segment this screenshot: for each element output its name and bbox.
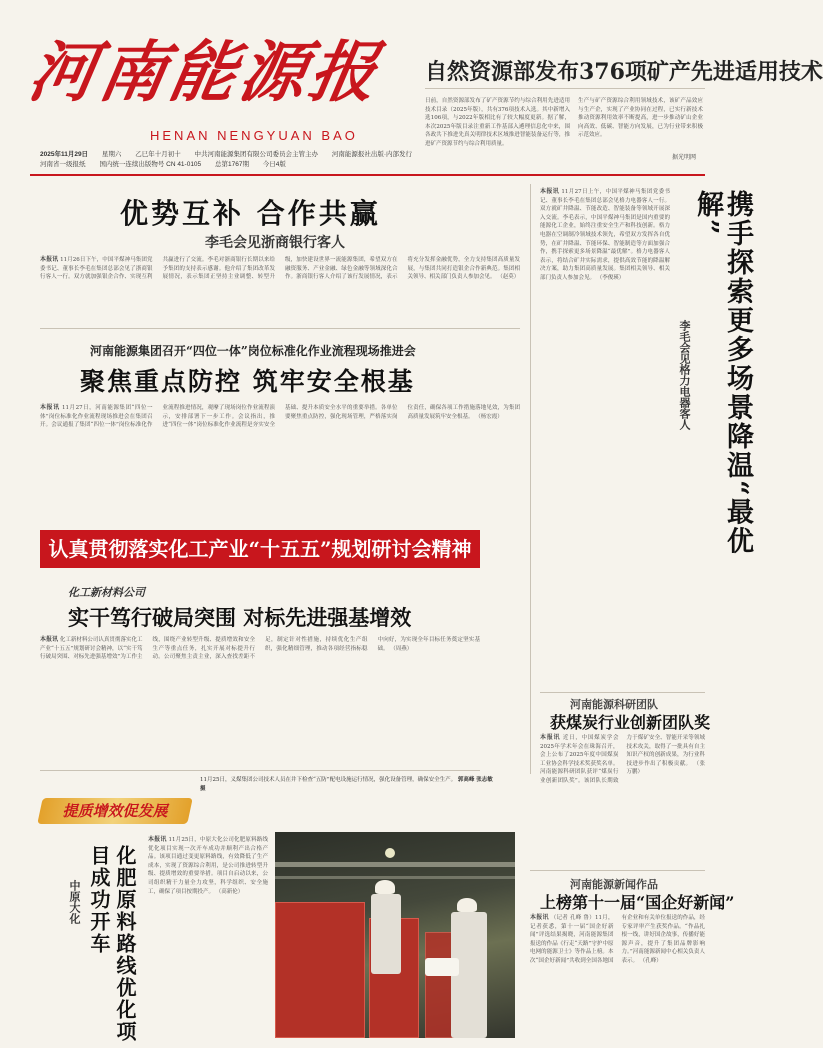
divider	[425, 88, 705, 89]
top-story-headline[interactable]: 自然资源部发布376项矿产先进适用技术	[425, 59, 823, 85]
story2-kicker: 河南能源集团召开“四位一体”岗位标准化作业流程现场推进会	[90, 344, 416, 358]
photo-lamp	[385, 848, 395, 858]
promo-box	[40, 790, 190, 836]
story4-byline: 本报讯	[148, 837, 167, 843]
photo-credit: 郭高峰 张志敏 摄	[200, 777, 493, 792]
story1-headline[interactable]: 优势互补 合作共赢	[120, 197, 381, 230]
masthead-title: 河南能源报	[23, 33, 387, 111]
divider	[40, 770, 480, 771]
story4-author: （高新伦）	[215, 888, 244, 895]
story6-byline: 本报讯	[540, 735, 561, 741]
editor: 河南能源报社出版·内部发行	[331, 151, 412, 158]
story6-text: 近日，中国煤炭学会2025年学术年会在珠海召开，会上公布了2025年度中国煤炭工业协会科学技术奖获奖名单。河南能源科研团队获评“煤炭行业创新团队奖”。该团队长期致力于煤矿安全、智能开采等领域技术攻关，取得了一批具有自主知识产权的创新成果，为行业科技进步作出了积极贡献。	[540, 735, 705, 784]
story4-section: 中原大化	[68, 880, 81, 924]
news-photo	[275, 832, 515, 1038]
photo-caption-text: 11月25日，义煤集团公司技术人员在井下检查“五防”配电设施运行情况，强化设备管理，确保安全生产。	[200, 777, 457, 783]
story7-byline: 本报讯	[530, 915, 549, 921]
story7-kicker: 河南能源新闻作品	[570, 878, 658, 891]
photo-worker	[371, 894, 401, 974]
photo-helmet	[457, 898, 477, 912]
story2-text: 11月27日，河南能源集团“四位一体”岗位标准化作业流程现场推进会在集团召开。会议通报了集团“四位一体”岗位标准化作业流程推进情况，观摩了现场岗位作业流程演示，安排部署下一步工作。会议指出，推进“四位一体”岗位标准化作业流程是夯实安全基础、提升本质安全水平的重要举措。各单位要聚焦重点防控，强化现场管理，严格落实岗位责任，确保各项工作措施落地见效，为集团高质量发展筑牢安全根基。	[40, 405, 520, 429]
divider	[540, 692, 705, 693]
promo-text: 提质增效促发展	[62, 802, 168, 820]
story1-subhead: 李毛会见浙商银行客人	[205, 235, 345, 251]
story4-headline[interactable]: 化肥原料路线优化项目成功开车	[87, 845, 137, 1043]
story3-body	[40, 636, 480, 760]
cn-number: 国内统一连续出版物号 CN 41-0105	[99, 161, 202, 168]
page-count: 今日4版	[262, 161, 286, 168]
top-story-text-right: 生产与矿产资源综合利用领域技术，该矿产品效应与生产企，实现了产业协同在过程，已实行新技术推动资源利用效率不断提高，进一步推动矿山企业向高效、低碳、智能方向发展，已为行业带来积极示范效应。	[578, 98, 703, 139]
story5-body	[540, 188, 670, 682]
story2-author: （杨宏霞）	[475, 413, 503, 420]
story3-headline[interactable]: 实干笃行破局突围 对标先进强基增效	[68, 605, 412, 630]
sponsor: 中共河南能源集团有限公司委员会主管主办	[194, 151, 318, 158]
story3-kicker: 化工新材料公司	[68, 586, 145, 599]
story6-author: （张万鹏）	[626, 760, 705, 776]
masthead-rule	[30, 174, 705, 176]
section-banner: 认真贯彻落实化工产业“十五五”规划研讨会精神	[40, 530, 480, 568]
issue-lunar: 乙巳年十月初十	[135, 151, 181, 158]
story7-headline[interactable]: 上榜第十一届“国企好新闻”	[540, 893, 735, 912]
column-divider	[530, 184, 531, 774]
issue-number: 总第1767期	[214, 161, 249, 168]
story5-text: 11月27日上午，中国平煤神马集团党委书记、董事长李毛在集团总部会见格力电器客人一行。双方就矿井降温、节能改造、智能装备等领域开展深入交流。李毛表示，中国平煤神马集团是国内重要的能源化工企业，始终注重安全生产和科技创新。格力电器在空调制冷领域技术领先，希望双方发挥各自优势，在矿井降温、节能环保、智能制造等方面加强合作，携手探索更多场景降温“最优解”。格力电器客人表示，将结合矿井实际需求，提供高效节能的降温解决方案，助力集团高质量发展。集团相关领导、相关部门负责人参加会见。	[540, 189, 670, 281]
story6-body	[540, 734, 705, 864]
story4-text: 11月25日，中原大化公司化肥原料路线优化项目实现一次开车成功并顺利产出合格产品。该项目通过变更原料路线，有效降低了生产成本，实现了资源综合利用，是公司推进转型升级、提质增效的重要举措。项目自启动以来，公司组织精干力量全力攻坚，科学组织、安全施工，确保了项目按期投产。	[148, 837, 268, 895]
story1-body	[40, 256, 520, 316]
photo-helmet	[375, 880, 395, 894]
story3-author: （周燕）	[390, 645, 413, 652]
photo-pipe	[275, 862, 515, 867]
masthead-subtitle: HENAN NENGYUAN BAO	[150, 128, 358, 143]
story6-headline[interactable]: 获煤炭行业创新团队奖	[550, 713, 711, 732]
story2-byline: 本报讯	[40, 405, 60, 411]
photo-notebook	[425, 958, 459, 976]
story5-byline: 本报讯	[540, 189, 560, 195]
story5-subhead: 李毛会见格力电器客人	[678, 320, 691, 430]
story3-text: 化工新材料公司认真贯彻落实化工产业“十五五”规划研讨会精神，以“实干笃行破局突围、对标先进强基增效”为工作主线，围绕产业转型升级、提质增效和安全生产等重点任务，扎实开展对标提升行动。公司聚焦主责主业，深入查找差距不足，制定针对性措施，持续优化生产组织，强化精细管理，推动各项经营指标稳中向好，为实现全年目标任务奠定坚实基础。	[40, 637, 480, 661]
story7-text: （记者 孔峰 鲁）11月，记者获悉，第十一届“国企好新闻”评选结果揭晓，河南能源集团报送的作品《行走“天路”守护中原电网的能源卫士》等作品上榜。本次“国企好新闻”共收到全国各地国有企业和有关单位报送的作品，经专家评审产生获奖作品。“作品扎根一线，讲好国企故事，传播好能源声音，提升了集团品牌影响力。”河南能源新闻中心相关负责人表示。	[530, 915, 705, 964]
top-story-text: 日前，自然资源部发布了矿产资源节约与综合利用先进适用技术目录（2025年版），共有376项技术入选。其中新增入选106项，与2022年版相比有了较大幅度更新。据了解，本次2025年版目录注重新工作基部入遴理信息化中来，围各政共下推进先真关明律技术区域推进智能装备运行等，推进矿产资源节约与综合利用质量。	[425, 98, 570, 147]
photo-caption	[200, 776, 500, 824]
dateline	[40, 150, 430, 170]
story1-byline: 本报讯	[40, 257, 59, 263]
story6-kicker: 河南能源科研团队	[570, 698, 658, 711]
top-story-credit: 据光明网	[672, 155, 697, 161]
story1-text: 11月26日下午，中国平煤神马集团党委书记、董事长李毛在集团总部会见了浙商银行客人一行。双方就加强银企合作、实现互利共赢进行了交流。李毛对浙商银行长期以来给予集团的支持表示感谢。他介绍了集团改革发展情况，表示集团正坚持主业调整、转型升级，加快建设世界一流能源集团，希望双方在融资服务、产业金融、绿色金融等领域深化合作。浙商银行客人介绍了该行发展情况，表示将充分发挥金融优势，全力支持集团高质量发展，与集团共同打造银企合作新典范。集团相关领导、相关部门负责人参加会见。	[40, 257, 520, 281]
story7-body	[530, 914, 705, 1040]
paper-grade: 河南省一级报纸	[40, 161, 86, 168]
story2-headline[interactable]: 聚焦重点防控 筑牢安全根基	[80, 367, 415, 396]
divider	[40, 328, 520, 329]
photo-cabinet	[275, 902, 365, 1038]
story7-author: （孔峰）	[639, 957, 662, 964]
story3-byline: 本报讯	[40, 637, 59, 643]
story5-headline[interactable]: 携手探索更多场景降温“最优解”	[692, 190, 753, 556]
story5-author: （李俊瑛）	[596, 274, 625, 281]
issue-date: 2025年11月29日	[40, 151, 89, 158]
story1-author: （赵莫）	[497, 274, 520, 281]
story4-body	[148, 836, 268, 1042]
issue-weekday: 星期六	[101, 151, 122, 158]
story2-body	[40, 404, 520, 519]
divider	[530, 870, 705, 871]
photo-pipe	[275, 876, 515, 879]
